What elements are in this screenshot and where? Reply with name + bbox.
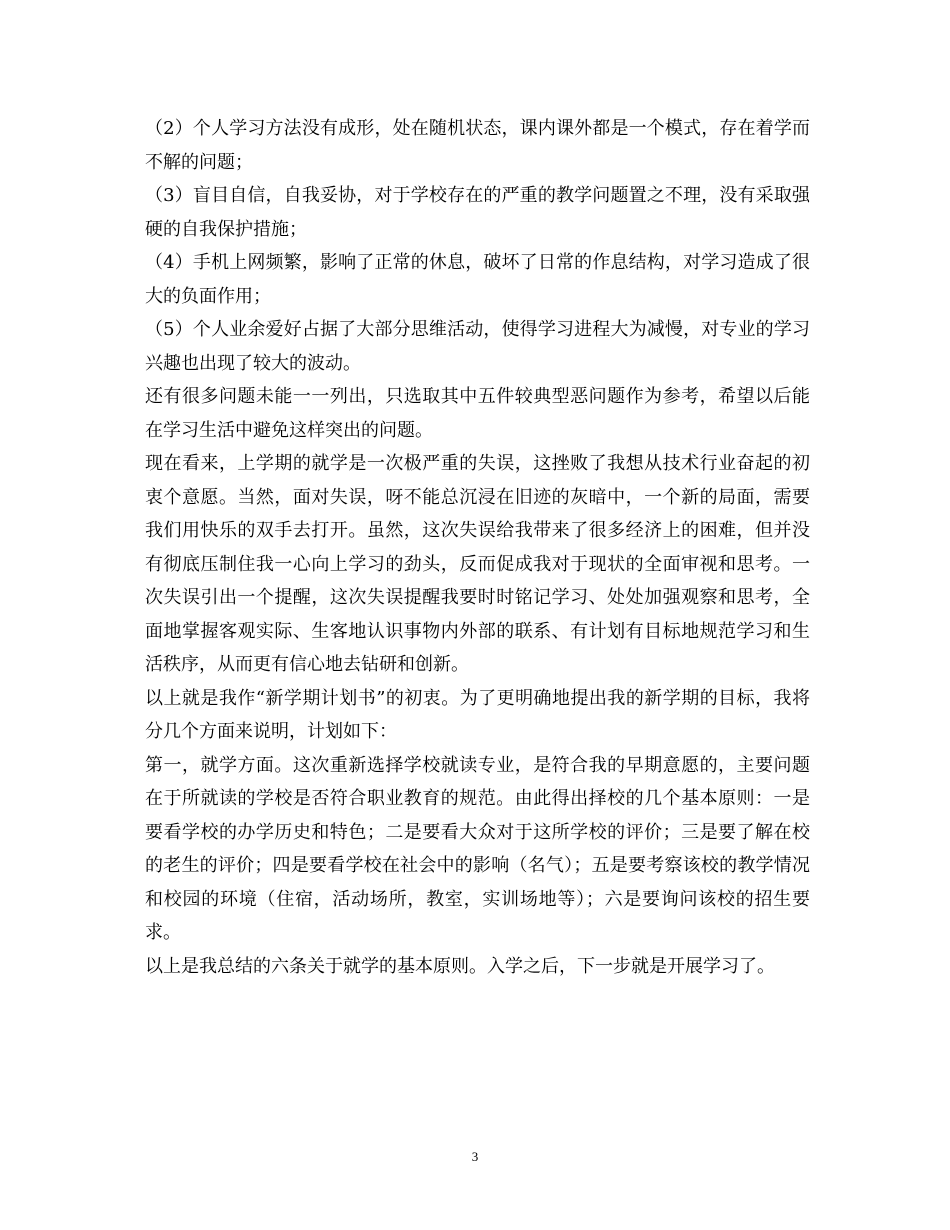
paragraph-confidence: （3）盲目自信，自我妥协，对于学校存在的严重的教学问题置之不理，没有采取强硬的自我保护措施； — [145, 185, 810, 240]
paragraph-method: （2）个人学习方法没有成形，处在随机状态，课内课外都是一个模式，存在着学而不解的问题； — [145, 118, 810, 173]
paragraph-first-point: 第一，就学方面。这次重新选择学校就读专业，是符合我的早期意愿的，主要问题在于所就读的学校是否符合职业教育的规范。由此得出择校的几个基本原则：一是要看学校的办学历史和特色；二是要看大众对于这所学校的评价；三是要了解在校的老生的评价；四是要看学校在社会中的影响（名气）；五是要考察该校的教学情况和校园的环境（住宿，活动场所，教室，实训场地等）；六是要询问该校的招生要求。 — [145, 754, 810, 943]
paragraph-summary: 以上是我总结的六条关于就学的基本原则。入学之后，下一步就是开展学习了。 — [145, 955, 775, 977]
paragraph-hobby: （5）个人业余爱好占据了大部分思维活动，使得学习进程大为减慢，对专业的学习兴趣也出现了较大的波动。 — [145, 319, 810, 374]
paragraph-more-problems: 还有很多问题未能一一列出，只选取其中五件较典型恶问题作为参考，希望以后能在学习生活中避免这样突出的问题。 — [145, 386, 810, 441]
document-body — [145, 112, 810, 983]
paragraph-intention: 以上就是我作“新学期计划书”的初衷。为了更明确地提出我的新学期的目标，我将分几个方面来说明，计划如下： — [145, 687, 810, 742]
paragraph-phone: （4）手机上网频繁，影响了正常的休息，破坏了日常的作息结构，对学习造成了很大的负面作用； — [145, 252, 810, 307]
page-number: 3 — [471, 1149, 479, 1164]
paragraph-reflection: 现在看来，上学期的就学是一次极严重的失误，这挫败了我想从技术行业奋起的初衷个意愿。当然，面对失误，呀不能总沉浸在旧迹的灰暗中，一个新的局面，需要我们用快乐的双手去打开。虽然，这次失误给我带来了很多经济上的困难，但并没有彻底压制住我一心向上学习的劲头，反而促成我对于现状的全面审视和思考。一次失误引出一个提醒，这次失误提醒我要时时铭记学习、处处加强观察和思考，全面地掌握客观实际、生客地认识事物内外部的联系、有计划有目标地规范学习和生活秩序，从而更有信心地去钻研和创新。 — [145, 453, 810, 675]
